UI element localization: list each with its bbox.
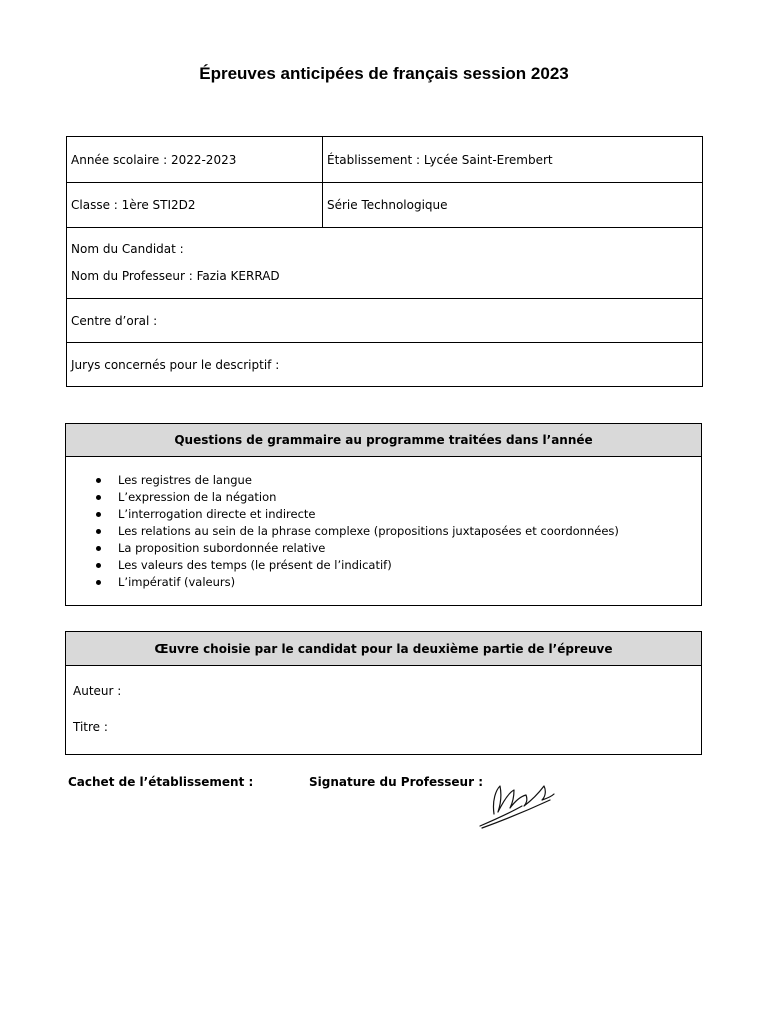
grammar-item-label: L’expression de la négation	[118, 490, 277, 504]
author-label: Auteur :	[73, 684, 122, 698]
grammar-item	[96, 472, 701, 489]
class-cell: Classe : 1ère STI2D2	[67, 183, 323, 228]
juries-cell: Jurys concernés pour le descriptif :	[67, 343, 703, 387]
bullet-icon	[96, 563, 101, 568]
bullet-icon	[96, 529, 101, 534]
grammar-header: Questions de grammaire au programme traitées dans l’année	[66, 424, 701, 457]
chosen-work-header: Œuvre choisie par le candidat pour la deuxième partie de l’épreuve	[66, 632, 701, 666]
grammar-item	[96, 540, 701, 557]
grammar-item-label: L’impératif (valeurs)	[118, 575, 236, 589]
establishment-cell: Établissement : Lycée Saint-Erembert	[323, 137, 703, 183]
oral-center-cell: Centre d’oral :	[67, 299, 703, 343]
bullet-icon	[96, 495, 101, 500]
names-cell	[67, 228, 703, 299]
page-title: Épreuves anticipées de français session 2023	[199, 64, 569, 83]
chosen-work-box	[65, 631, 702, 755]
bullet-icon	[96, 580, 101, 585]
school-year-cell: Année scolaire : 2022-2023	[67, 137, 323, 183]
grammar-item-label: Les registres de langue	[118, 473, 252, 487]
bullet-icon	[96, 512, 101, 517]
grammar-item-label: L’interrogation directe et indirecte	[118, 507, 316, 521]
title-label: Titre :	[73, 720, 108, 734]
grammar-item	[96, 523, 701, 540]
grammar-list	[66, 457, 701, 591]
candidate-name-label: Nom du Candidat :	[71, 242, 184, 256]
grammar-item-label: La proposition subordonnée relative	[118, 541, 326, 555]
handwritten-signature	[474, 770, 560, 832]
teacher-signature-label: Signature du Professeur :	[309, 775, 483, 789]
grammar-item-label: Les valeurs des temps (le présent de l’indicatif)	[118, 558, 392, 572]
grammar-item	[96, 574, 701, 591]
grammar-item	[96, 506, 701, 523]
establishment-stamp-label: Cachet de l’établissement :	[68, 775, 254, 789]
series-cell: Série Technologique	[323, 183, 703, 228]
bullet-icon	[96, 546, 101, 551]
candidate-info-table	[66, 136, 703, 387]
teacher-name-label: Nom du Professeur : Fazia KERRAD	[71, 269, 280, 283]
grammar-questions-box	[65, 423, 702, 606]
grammar-item-label: Les relations au sein de la phrase complexe (propositions juxtaposées et coordonnées)	[118, 524, 619, 538]
bullet-icon	[96, 478, 101, 483]
grammar-item	[96, 557, 701, 574]
grammar-item	[96, 489, 701, 506]
